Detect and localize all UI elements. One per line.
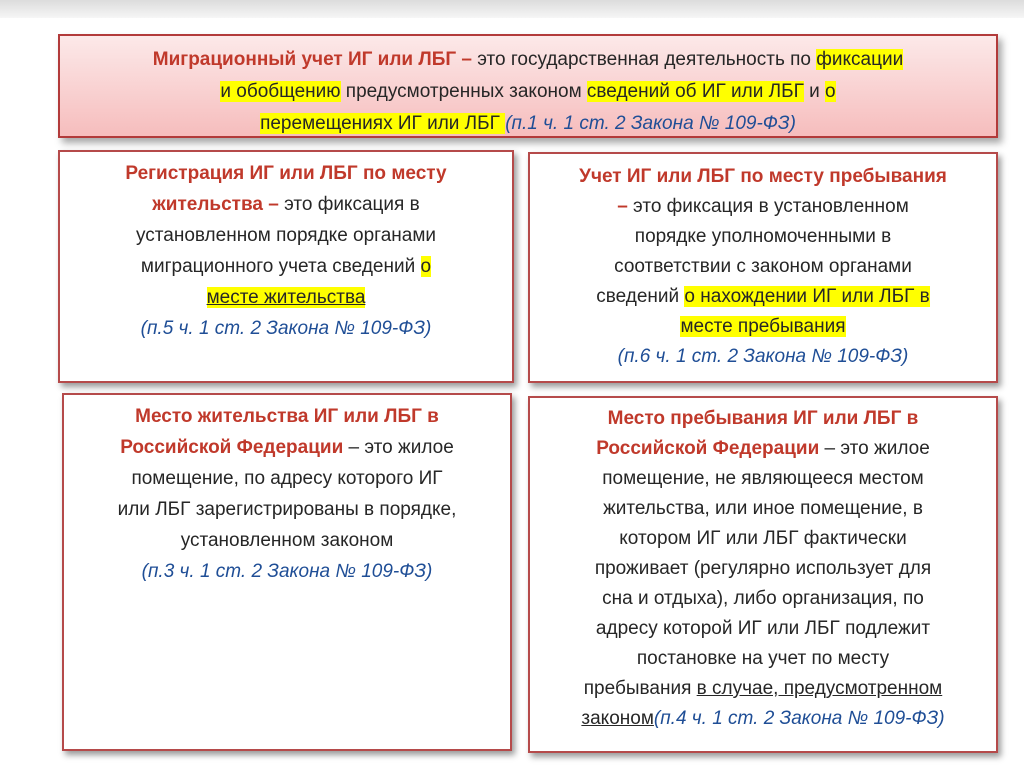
law-citation: (п.5 ч. 1 ст. 2 Закона № 109-ФЗ) (140, 318, 432, 339)
highlight: о (825, 81, 836, 102)
definition-text: сведений (596, 286, 685, 307)
term-place-of-stay: Место пребывания ИГ или ЛБГ в (607, 408, 919, 429)
highlight: месте жительства (206, 287, 366, 308)
definition-place-of-residence (62, 393, 512, 751)
top-bar (0, 0, 1024, 18)
highlight: и обобщению (220, 81, 341, 102)
definition-text: установленном законом (180, 530, 394, 551)
underlined-text: законом (581, 708, 654, 729)
definition-registration (58, 150, 514, 383)
definition-place-of-stay (528, 396, 998, 753)
underlined-text: в случае, предусмотренном (696, 678, 943, 699)
definition-text: адресу которой ИГ или ЛБГ подлежит (595, 618, 931, 639)
law-citation: (п.1 ч. 1 ст. 2 Закона № 109-ФЗ) (505, 113, 796, 134)
law-citation: (п.4 ч. 1 ст. 2 Закона № 109-ФЗ) (653, 708, 945, 729)
term-registration: Регистрация ИГ или ЛБГ по месту (125, 163, 447, 184)
definition-text: это фиксация в (278, 194, 420, 215)
highlight: о (420, 256, 432, 277)
term-place-of-stay: Российской Федерации (596, 438, 820, 459)
term-place-of-residence: Российской Федерации (120, 437, 344, 458)
definition-accounting-place-of-stay (528, 152, 998, 383)
definition-text: проживает (регулярно использует для (594, 558, 932, 579)
definition-text: или ЛБГ зарегистрированы в порядке, (117, 499, 457, 520)
definition-text: помещение, не являющееся местом (602, 468, 924, 489)
definition-text: это государственная деятельность по (472, 49, 817, 70)
definition-text: пребывания (583, 678, 697, 699)
definition-text: постановке на учет по месту (636, 648, 890, 669)
highlight: перемещениях ИГ или ЛБГ (260, 113, 506, 134)
definition-text: порядке уполномоченными в (634, 226, 892, 247)
definition-text: соответствии с законом органами (614, 256, 912, 277)
term-accounting: Учет ИГ или ЛБГ по месту пребывания (579, 166, 947, 187)
term-migration-accounting: Миграционный учет ИГ или ЛБГ – (152, 49, 472, 70)
law-citation: (п.3 ч. 1 ст. 2 Закона № 109-ФЗ) (141, 561, 433, 582)
highlight: о нахождении ИГ или ЛБГ в (684, 286, 930, 307)
definition-text: установленном порядке органами (135, 225, 436, 246)
definition-text: предусмотренных законом (340, 81, 587, 102)
definition-text: миграционного учета сведений (140, 256, 421, 277)
definition-migration-accounting (58, 34, 998, 138)
highlight: сведений об ИГ или ЛБГ (586, 81, 804, 102)
highlight: месте пребывания (680, 316, 846, 337)
definition-text: и (803, 81, 826, 102)
term-accounting: – (617, 196, 628, 217)
law-citation: (п.6 ч. 1 ст. 2 Закона № 109-ФЗ) (617, 346, 909, 367)
definition-text: сна и отдыха), либо организация, по (602, 588, 924, 609)
definition-text: котором ИГ или ЛБГ фактически (619, 528, 907, 549)
definition-text: жительства, или иное помещение, в (603, 498, 923, 519)
term-place-of-residence: Место жительства ИГ или ЛБГ в (135, 406, 439, 427)
term-registration: жительства – (152, 194, 279, 215)
definition-text: – это жилое (343, 437, 454, 458)
definition-text: – это жилое (819, 438, 930, 459)
definition-text: это фиксация в установленном (627, 196, 909, 217)
highlight: фиксации (816, 49, 904, 70)
definition-text: помещение, по адресу которого ИГ (131, 468, 443, 489)
